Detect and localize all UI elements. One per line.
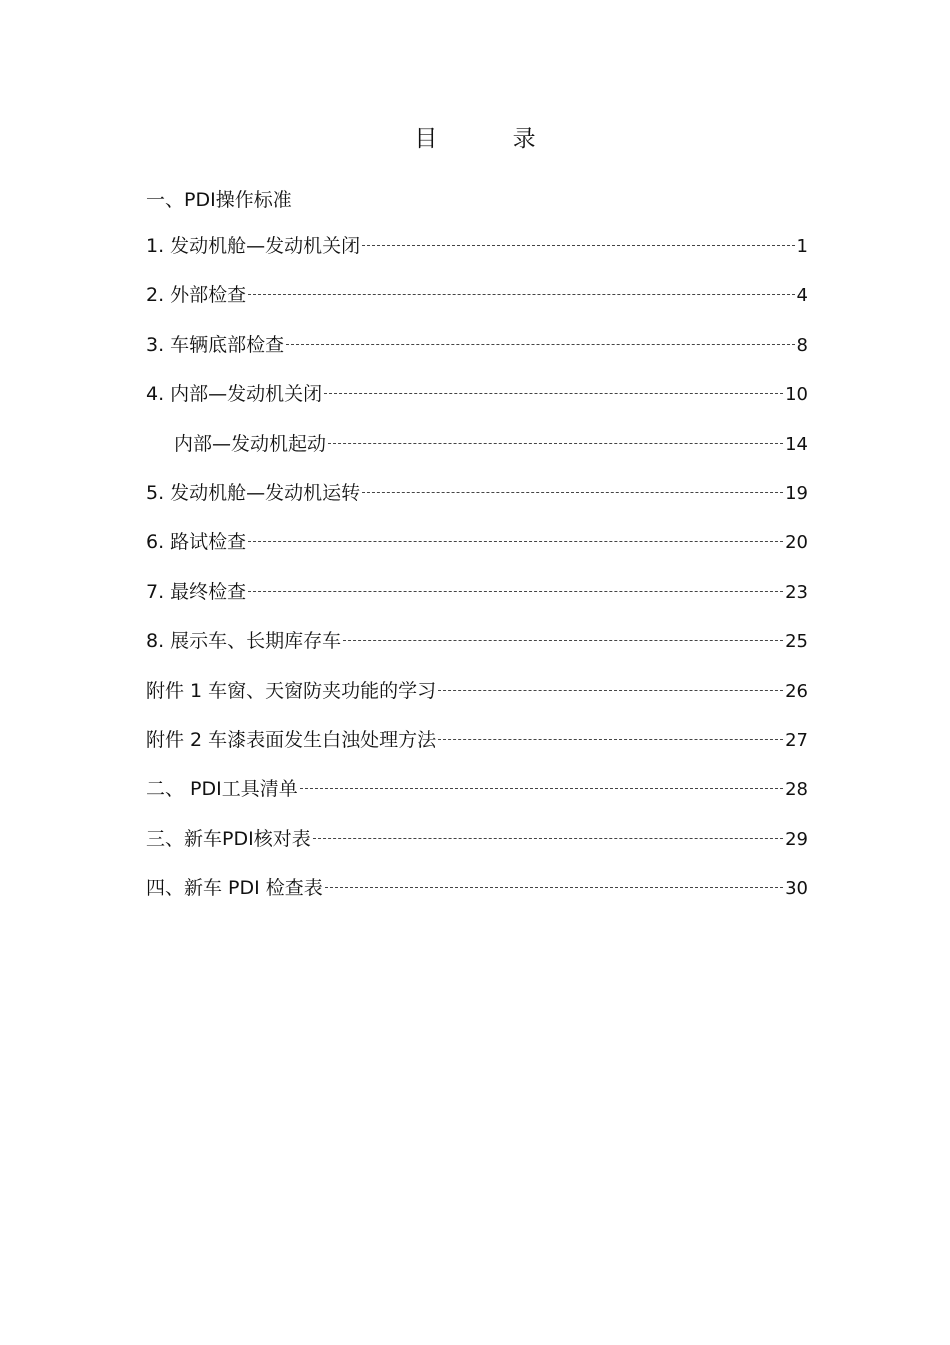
toc-entry[interactable] bbox=[146, 430, 808, 479]
toc-leader-dashes bbox=[362, 244, 794, 246]
toc-entry-label: 6. 路试检查 bbox=[146, 531, 247, 554]
toc-entry[interactable] bbox=[146, 479, 808, 528]
toc-entry[interactable] bbox=[146, 578, 808, 627]
toc-entry-label: 内部—发动机起动 bbox=[174, 432, 327, 455]
toc-entry-label: 三、新车PDI核对表 bbox=[146, 827, 311, 850]
toc-entry[interactable] bbox=[146, 677, 808, 726]
toc-entry-page: 14 bbox=[785, 433, 808, 455]
toc-entry[interactable] bbox=[146, 528, 808, 577]
toc-leader-dashes bbox=[328, 442, 783, 444]
toc-entry-page: 10 bbox=[785, 384, 808, 406]
toc-entry[interactable] bbox=[146, 627, 808, 676]
toc-leader-dashes bbox=[248, 293, 794, 295]
toc-entry-label: 附件 1 车窗、天窗防夹功能的学习 bbox=[146, 679, 437, 702]
toc-entry-label: 5. 发动机舱—发动机运转 bbox=[146, 481, 361, 504]
toc-entry-page: 28 bbox=[785, 779, 808, 801]
toc-leader-dashes bbox=[438, 738, 783, 740]
toc-entry[interactable] bbox=[146, 281, 808, 330]
toc-leader-dashes bbox=[343, 639, 783, 641]
toc-entry[interactable] bbox=[146, 380, 808, 429]
toc-entry-page: 26 bbox=[785, 680, 808, 702]
toc-entry-page: 20 bbox=[785, 532, 808, 554]
toc-entry-page: 29 bbox=[785, 828, 808, 850]
toc-entry-page: 27 bbox=[785, 729, 808, 751]
toc-entry-label: 附件 2 车漆表面发生白浊处理方法 bbox=[146, 728, 437, 751]
toc-entry[interactable] bbox=[146, 726, 808, 775]
toc-leader-dashes bbox=[438, 689, 783, 691]
toc-entry-label: 7. 最终检查 bbox=[146, 580, 247, 603]
toc-entry-label: 四、新车 PDI 检查表 bbox=[146, 877, 323, 900]
toc-leader-dashes bbox=[286, 343, 794, 345]
toc-leader-dashes bbox=[362, 491, 783, 493]
toc-entry[interactable] bbox=[146, 775, 808, 824]
toc-leader-dashes bbox=[325, 886, 783, 888]
toc-leader-dashes bbox=[313, 837, 783, 839]
toc-entry-page: 25 bbox=[785, 631, 808, 653]
toc-entry-label: 2. 外部检查 bbox=[146, 284, 247, 307]
page-title: 目 录 bbox=[414, 126, 570, 152]
toc-entry-page: 23 bbox=[785, 581, 808, 603]
toc-entry-label: 3. 车辆底部检查 bbox=[146, 333, 285, 356]
toc-entry[interactable] bbox=[146, 232, 808, 281]
toc-entry[interactable] bbox=[146, 331, 808, 380]
toc-leader-dashes bbox=[248, 540, 783, 542]
toc-leader-dashes bbox=[324, 392, 783, 394]
toc-entry-page: 30 bbox=[785, 878, 808, 900]
toc-entry-label: 8. 展示车、长期库存车 bbox=[146, 630, 342, 653]
toc-entry-page: 8 bbox=[796, 334, 808, 356]
toc-entry-page: 4 bbox=[796, 285, 808, 307]
toc-entry-page: 1 bbox=[796, 236, 808, 257]
toc-section-heading: 一、PDI操作标准 bbox=[146, 189, 292, 211]
toc-entry[interactable] bbox=[146, 825, 808, 874]
toc-entry[interactable] bbox=[146, 874, 808, 923]
toc-entry-page: 19 bbox=[785, 482, 808, 504]
toc-leader-dashes bbox=[300, 787, 783, 789]
table-of-contents bbox=[146, 232, 808, 923]
toc-entry-label: 二、 PDI工具清单 bbox=[146, 778, 298, 801]
toc-entry-label: 4. 内部—发动机关闭 bbox=[146, 383, 323, 406]
toc-leader-dashes bbox=[248, 590, 783, 592]
toc-entry-label: 1. 发动机舱—发动机关闭 bbox=[146, 235, 361, 257]
